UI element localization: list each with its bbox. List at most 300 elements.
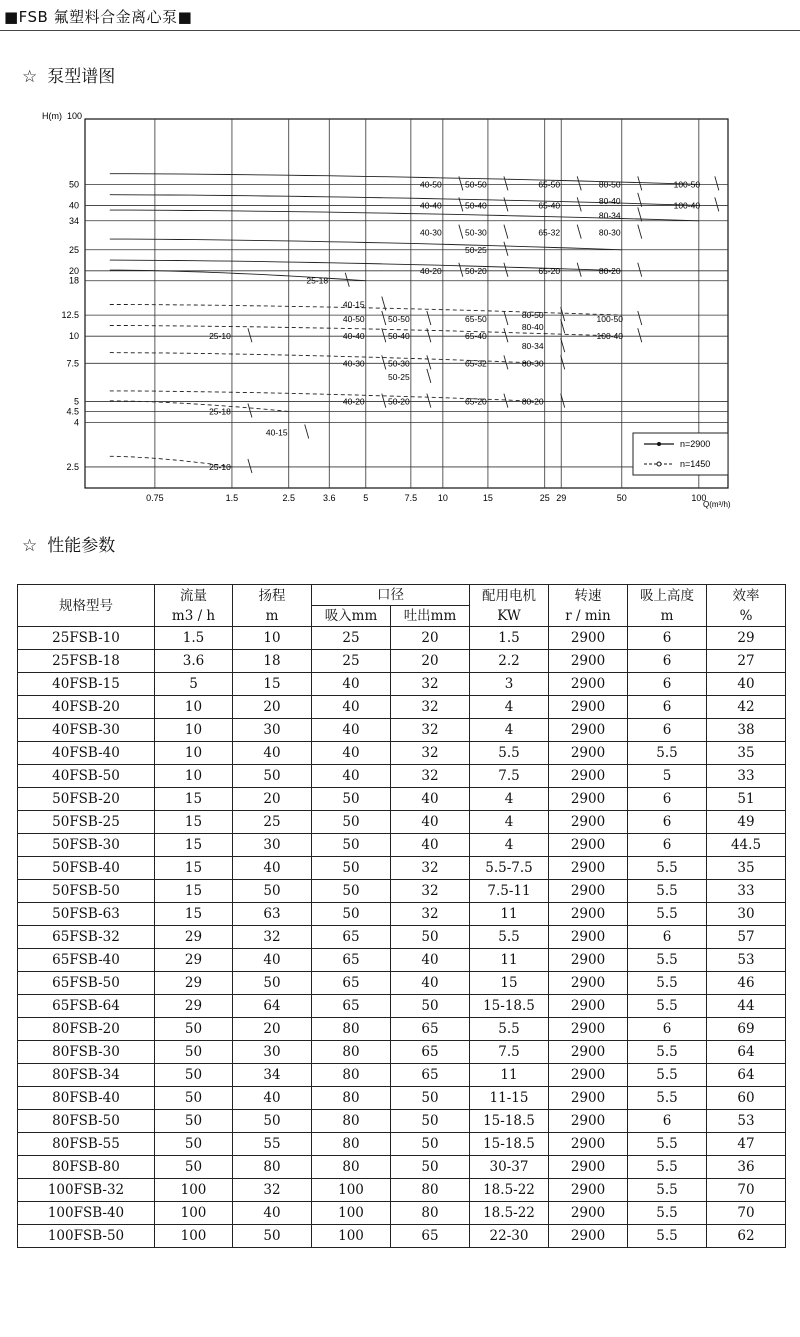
region-label: 40-15 — [342, 299, 365, 310]
region-label: 80-50 — [598, 179, 621, 190]
region-label: 65-40 — [538, 200, 561, 211]
table-cell: 15 — [155, 903, 233, 926]
table-cell: 7.5 — [470, 765, 549, 788]
region-label: 80-40 — [521, 322, 544, 333]
table-cell: 62 — [707, 1225, 786, 1248]
table-cell: 80 — [312, 1156, 391, 1179]
region-label: 65-20 — [538, 265, 561, 276]
table-cell: 7.5 — [470, 1041, 549, 1064]
table-cell: 80 — [391, 1179, 470, 1202]
table-cell: 15-18.5 — [470, 1110, 549, 1133]
header-motor: 配用电机 KW — [470, 585, 549, 627]
region-label: 50-30 — [387, 358, 410, 369]
region-label: 65-20 — [465, 396, 487, 407]
region-bracket — [427, 369, 431, 383]
table-cell: 40 — [312, 765, 391, 788]
table-cell: 80 — [312, 1041, 391, 1064]
table-cell: 50 — [155, 1156, 233, 1179]
table-cell: 5.5 — [628, 1064, 707, 1087]
table-cell: 10 — [155, 719, 233, 742]
region-label: 40-30 — [419, 227, 442, 238]
table-cell: 80FSB-20 — [18, 1018, 155, 1041]
table-cell: 29 — [155, 972, 233, 995]
table-cell: 40 — [233, 742, 312, 765]
table-cell: 2900 — [549, 788, 628, 811]
table-cell: 10 — [155, 742, 233, 765]
region-label: 40-30 — [342, 358, 365, 369]
table-cell: 32 — [391, 857, 470, 880]
table-cell: 2900 — [549, 673, 628, 696]
region-label: 50-40 — [465, 200, 487, 211]
table-cell: 2900 — [549, 995, 628, 1018]
region-bracket — [577, 197, 581, 211]
table-cell: 70 — [707, 1202, 786, 1225]
header-head: 扬程 m — [233, 585, 312, 627]
header-divider — [0, 30, 800, 31]
table-cell: 44.5 — [707, 834, 786, 857]
table-cell: 50 — [233, 765, 312, 788]
table-cell: 40 — [707, 673, 786, 696]
performance-parameters-table — [17, 584, 786, 1248]
table-cell: 4 — [470, 788, 549, 811]
table-cell: 65FSB-50 — [18, 972, 155, 995]
region-label: 80-30 — [521, 358, 544, 369]
table-cell: 50 — [155, 1064, 233, 1087]
region-bracket — [504, 394, 508, 408]
table-cell: 50 — [312, 788, 391, 811]
table-cell: 33 — [707, 765, 786, 788]
table-cell: 32 — [391, 903, 470, 926]
region-label: 80-20 — [598, 265, 621, 276]
table-cell: 50 — [391, 1110, 470, 1133]
region-label: 100-50 — [673, 179, 701, 190]
table-row — [18, 949, 786, 972]
y-tick-label: 10 — [68, 331, 79, 342]
table-cell: 65FSB-32 — [18, 926, 155, 949]
table-cell: 40 — [391, 834, 470, 857]
table-cell: 40 — [312, 696, 391, 719]
table-cell: 2900 — [549, 834, 628, 857]
table-cell: 50FSB-30 — [18, 834, 155, 857]
table-cell: 20 — [233, 696, 312, 719]
y-tick-label: 50 — [68, 179, 79, 190]
region-label: 80-40 — [598, 195, 621, 206]
table-cell: 2900 — [549, 650, 628, 673]
table-cell: 80FSB-55 — [18, 1133, 155, 1156]
table-cell: 50 — [233, 972, 312, 995]
region-bracket — [427, 311, 431, 325]
region-bracket — [715, 197, 719, 211]
table-cell: 25 — [233, 811, 312, 834]
region-bracket — [248, 459, 252, 473]
legend-entry-2900: n=2900 — [680, 439, 711, 449]
table-cell: 5.5 — [628, 1133, 707, 1156]
table-cell: 65FSB-40 — [18, 949, 155, 972]
table-row — [18, 834, 786, 857]
table-cell: 6 — [628, 1110, 707, 1133]
table-cell: 40 — [391, 972, 470, 995]
table-cell: 33 — [707, 880, 786, 903]
table-cell: 80 — [233, 1156, 312, 1179]
table-cell: 65 — [312, 949, 391, 972]
x-tick-label: 15 — [482, 493, 493, 503]
table-cell: 80FSB-80 — [18, 1156, 155, 1179]
table-cell: 2900 — [549, 719, 628, 742]
header-efficiency: 效率 % — [707, 585, 786, 627]
table-cell: 2900 — [549, 1087, 628, 1110]
y-tick-label: 34 — [68, 215, 79, 226]
table-cell: 80FSB-34 — [18, 1064, 155, 1087]
table-cell: 35 — [707, 857, 786, 880]
table-cell: 44 — [707, 995, 786, 1018]
table-cell: 2900 — [549, 1018, 628, 1041]
table-cell: 4 — [470, 834, 549, 857]
table-row — [18, 857, 786, 880]
section-heading-chart — [22, 62, 115, 87]
region-bracket — [248, 328, 252, 342]
region-label: 80-34 — [598, 210, 621, 221]
x-tick-label: 3.6 — [323, 493, 336, 503]
header-diameter: 口径 — [312, 585, 470, 606]
table-row — [18, 673, 786, 696]
table-cell: 50 — [391, 1087, 470, 1110]
table-cell: 60 — [707, 1087, 786, 1110]
table-cell: 65 — [391, 1225, 470, 1248]
region-bracket — [715, 176, 719, 190]
table-cell: 5.5 — [628, 857, 707, 880]
table-cell: 50 — [233, 880, 312, 903]
region-label: 40-40 — [419, 200, 442, 211]
table-cell: 5.5 — [628, 949, 707, 972]
header-discharge: 吐出mm — [391, 606, 470, 627]
section-title-params: 性能参数 — [47, 536, 116, 556]
table-cell: 6 — [628, 834, 707, 857]
x-tick-label: 2.5 — [282, 493, 295, 503]
table-cell: 34 — [233, 1064, 312, 1087]
table-cell: 6 — [628, 719, 707, 742]
table-cell: 29 — [155, 995, 233, 1018]
table-cell: 50 — [391, 1156, 470, 1179]
table-row — [18, 627, 786, 650]
table-cell: 40 — [233, 1087, 312, 1110]
pump-performance-chart — [40, 103, 760, 513]
table-cell: 32 — [233, 1179, 312, 1202]
table-cell: 5.5 — [470, 1018, 549, 1041]
table-cell: 65 — [312, 972, 391, 995]
table-cell: 30 — [233, 834, 312, 857]
table-row — [18, 1041, 786, 1064]
table-cell: 55 — [233, 1133, 312, 1156]
legend-solid-marker — [657, 442, 661, 446]
table-cell: 80 — [312, 1133, 391, 1156]
table-cell: 32 — [391, 742, 470, 765]
table-cell: 40FSB-20 — [18, 696, 155, 719]
header-title: ■FSB 氟塑料合金离心泵■ — [4, 8, 193, 26]
table-cell: 40 — [233, 949, 312, 972]
region-bracket — [427, 328, 431, 342]
table-cell: 50 — [312, 903, 391, 926]
table-cell: 10 — [233, 627, 312, 650]
table-row — [18, 719, 786, 742]
x-axis-ticks — [146, 493, 706, 503]
table-cell: 36 — [707, 1156, 786, 1179]
region-bracket — [577, 225, 581, 239]
region-label: 65-32 — [538, 227, 561, 238]
chart-legend — [633, 433, 728, 475]
table-cell: 15 — [155, 788, 233, 811]
region-bracket — [638, 263, 642, 277]
region-label: 100-40 — [596, 331, 624, 342]
table-cell: 5 — [155, 673, 233, 696]
table-row — [18, 880, 786, 903]
table-cell: 2900 — [549, 811, 628, 834]
table-cell: 100 — [312, 1202, 391, 1225]
table-cell: 65 — [391, 1041, 470, 1064]
region-bracket — [504, 355, 508, 369]
region-bracket — [427, 355, 431, 369]
table-cell: 18.5-22 — [470, 1179, 549, 1202]
table-cell: 15-18.5 — [470, 1133, 549, 1156]
table-cell: 2900 — [549, 1041, 628, 1064]
table-cell: 15 — [155, 857, 233, 880]
table-row — [18, 1064, 786, 1087]
table-cell: 30 — [233, 719, 312, 742]
table-cell: 2900 — [549, 742, 628, 765]
table-cell: 6 — [628, 1018, 707, 1041]
table-cell: 25 — [312, 650, 391, 673]
table-cell: 2900 — [549, 1133, 628, 1156]
table-cell: 42 — [707, 696, 786, 719]
table-cell: 10 — [155, 696, 233, 719]
table-cell: 100 — [155, 1202, 233, 1225]
table-cell: 4 — [470, 811, 549, 834]
table-cell: 5.5 — [628, 1041, 707, 1064]
table-cell: 50FSB-50 — [18, 880, 155, 903]
region-label: 50-30 — [465, 227, 487, 238]
table-cell: 50 — [312, 880, 391, 903]
table-cell: 80 — [312, 1018, 391, 1041]
table-cell: 50 — [155, 1087, 233, 1110]
region-label: 50-40 — [387, 331, 410, 342]
region-label: 50-50 — [387, 313, 410, 324]
table-cell: 100 — [155, 1225, 233, 1248]
y-tick-label: 40 — [68, 200, 79, 211]
table-cell: 18 — [233, 650, 312, 673]
y-tick-label: 7.5 — [66, 358, 79, 369]
region-label: 65-50 — [538, 179, 561, 190]
region-bracket — [504, 263, 508, 277]
table-cell: 5.5 — [628, 995, 707, 1018]
legend-entry-1450: n=1450 — [680, 459, 711, 469]
table-cell: 50 — [312, 811, 391, 834]
table-row — [18, 1087, 786, 1110]
table-cell: 5.5 — [628, 903, 707, 926]
table-cell: 50 — [155, 1018, 233, 1041]
region-bracket — [504, 176, 508, 190]
table-cell: 70 — [707, 1179, 786, 1202]
table-cell: 5.5 — [628, 972, 707, 995]
table-cell: 6 — [628, 627, 707, 650]
table-cell: 30 — [707, 903, 786, 926]
table-row — [18, 972, 786, 995]
y-tick-label: 18 — [68, 275, 79, 286]
table-cell: 2900 — [549, 627, 628, 650]
y-axis-top-tick: 100 — [67, 111, 83, 121]
table-row — [18, 1202, 786, 1225]
table-cell: 65 — [391, 1018, 470, 1041]
legend-dashed-marker — [657, 462, 661, 466]
region-label: 40-20 — [419, 265, 442, 276]
table-cell: 50FSB-25 — [18, 811, 155, 834]
region-label: 65-40 — [465, 331, 487, 342]
region-bracket — [427, 394, 431, 408]
table-cell: 15-18.5 — [470, 995, 549, 1018]
table-cell: 50FSB-20 — [18, 788, 155, 811]
table-cell: 40 — [391, 949, 470, 972]
table-cell: 20 — [233, 1018, 312, 1041]
table-cell: 50FSB-40 — [18, 857, 155, 880]
table-cell: 80 — [312, 1064, 391, 1087]
table-row — [18, 1156, 786, 1179]
table-cell: 25FSB-10 — [18, 627, 155, 650]
table-cell: 64 — [707, 1041, 786, 1064]
region-bracket — [504, 311, 508, 325]
table-cell: 63 — [233, 903, 312, 926]
section-title-chart: 泵型谱图 — [47, 67, 116, 87]
table-cell: 15 — [155, 880, 233, 903]
table-cell: 5.5 — [628, 1156, 707, 1179]
table-cell: 32 — [391, 696, 470, 719]
region-bracket — [382, 328, 386, 342]
table-cell: 40FSB-50 — [18, 765, 155, 788]
table-cell: 29 — [155, 949, 233, 972]
table-cell: 2900 — [549, 696, 628, 719]
table-row — [18, 1225, 786, 1248]
table-body — [18, 627, 786, 1248]
table-cell: 10 — [155, 765, 233, 788]
table-cell: 50 — [155, 1133, 233, 1156]
table-cell: 50 — [155, 1110, 233, 1133]
table-cell: 2900 — [549, 926, 628, 949]
region-bracket — [305, 425, 309, 439]
table-cell: 69 — [707, 1018, 786, 1041]
table-row — [18, 650, 786, 673]
table-cell: 47 — [707, 1133, 786, 1156]
header-suction-lift: 吸上高度 m — [628, 585, 707, 627]
table-cell: 65 — [312, 926, 391, 949]
table-cell: 40FSB-15 — [18, 673, 155, 696]
table-cell: 32 — [391, 719, 470, 742]
table-cell: 15 — [470, 972, 549, 995]
table-cell: 80FSB-30 — [18, 1041, 155, 1064]
table-cell: 50 — [233, 1225, 312, 1248]
table-cell: 5.5 — [628, 1179, 707, 1202]
region-label: 80-20 — [521, 396, 544, 407]
table-cell: 64 — [233, 995, 312, 1018]
table-cell: 51 — [707, 788, 786, 811]
table-row — [18, 765, 786, 788]
table-cell: 100 — [312, 1225, 391, 1248]
table-cell: 2900 — [549, 1064, 628, 1087]
y-tick-label: 20 — [68, 265, 79, 276]
table-cell: 3.6 — [155, 650, 233, 673]
table-cell: 11 — [470, 903, 549, 926]
table-row — [18, 696, 786, 719]
y-axis-label: H(m) — [42, 111, 62, 121]
table-cell: 53 — [707, 1110, 786, 1133]
table-cell: 2900 — [549, 1225, 628, 1248]
table-row — [18, 788, 786, 811]
table-cell: 32 — [391, 673, 470, 696]
region-bracket — [382, 311, 386, 325]
table-cell: 5.5 — [470, 926, 549, 949]
region-label: 40-40 — [342, 331, 365, 342]
table-cell: 1.5 — [155, 627, 233, 650]
table-cell: 80 — [312, 1110, 391, 1133]
table-cell: 29 — [155, 926, 233, 949]
head-curve — [110, 401, 289, 412]
table-row — [18, 1133, 786, 1156]
table-cell: 50 — [391, 995, 470, 1018]
table-row — [18, 742, 786, 765]
region-bracket — [504, 242, 508, 256]
table-cell: 40 — [391, 788, 470, 811]
table-cell: 2900 — [549, 857, 628, 880]
table-cell: 2900 — [549, 903, 628, 926]
table-cell: 15 — [155, 834, 233, 857]
table-cell: 5.5 — [470, 742, 549, 765]
y-tick-label: 4.5 — [66, 406, 79, 417]
table-cell: 2900 — [549, 765, 628, 788]
table-cell: 53 — [707, 949, 786, 972]
table-cell: 11-15 — [470, 1087, 549, 1110]
x-tick-label: 50 — [616, 493, 627, 503]
table-row — [18, 811, 786, 834]
region-label: 25-18 — [209, 406, 231, 417]
table-cell: 29 — [707, 627, 786, 650]
table-cell: 40 — [312, 742, 391, 765]
table-cell: 50FSB-63 — [18, 903, 155, 926]
table-cell: 3 — [470, 673, 549, 696]
table-cell: 50 — [233, 1110, 312, 1133]
table-cell: 64 — [707, 1064, 786, 1087]
table-cell: 40FSB-40 — [18, 742, 155, 765]
y-tick-label: 25 — [68, 244, 79, 255]
table-cell: 2900 — [549, 949, 628, 972]
table-cell: 35 — [707, 742, 786, 765]
header-speed: 转速 r / min — [549, 585, 628, 627]
table-cell: 2900 — [549, 880, 628, 903]
table-cell: 30-37 — [470, 1156, 549, 1179]
region-label: 50-50 — [465, 179, 487, 190]
region-label: 50-20 — [465, 265, 487, 276]
table-row — [18, 926, 786, 949]
table-cell: 25FSB-18 — [18, 650, 155, 673]
region-label: 50-25 — [465, 244, 487, 255]
table-cell: 50 — [312, 857, 391, 880]
y-axis-ticks — [61, 179, 79, 472]
table-cell: 5.5 — [628, 880, 707, 903]
table-cell: 100 — [155, 1179, 233, 1202]
region-label: 25-18 — [306, 275, 329, 286]
table-row — [18, 1018, 786, 1041]
region-bracket — [577, 176, 581, 190]
region-bracket — [504, 197, 508, 211]
table-cell: 65 — [312, 995, 391, 1018]
y-tick-label: 2.5 — [66, 461, 79, 472]
table-cell: 50 — [155, 1041, 233, 1064]
x-tick-label: 0.75 — [146, 493, 164, 503]
